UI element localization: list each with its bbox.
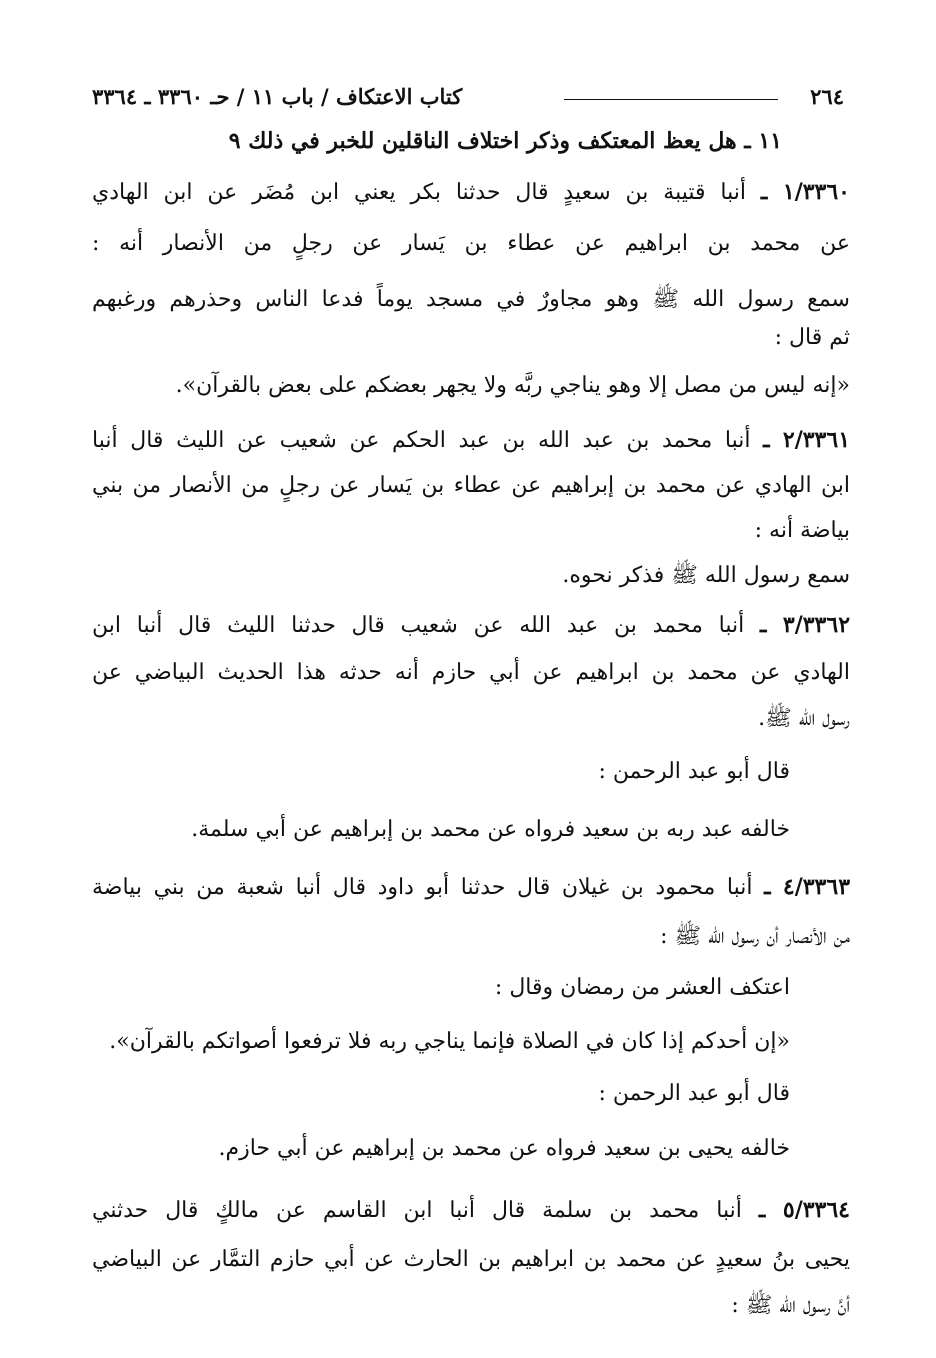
text-line: ٣/٣٣٦٢ ـ أنبا محمد بن عبد الله عن شعيب قال حدثنا الليث قال أنبا ابن <box>92 612 851 638</box>
quote-line: «إنه ليس من مصل إلا وهو يناجي ربَّه ولا يجهر بعضكم على بعض بالقرآن». <box>175 373 850 398</box>
text-line: ٢/٣٣٦١ ـ أنبا محمد بن عبد الله بن عبد الحكم عن شعيب عن الليث قال أنبا <box>92 427 851 453</box>
text-line: خالفه عبد ربه بن سعيد فرواه عن محمد بن إبراهيم عن أبي سلمة. <box>191 817 790 842</box>
page-number: ٢٦٤ <box>810 84 844 109</box>
text-line: الهادي عن محمد بن ابراهيم عن أبي حازم أنه حدثه هذا الحديث البياضي عن <box>92 660 850 685</box>
text-line: ١/٣٣٦٠ ـ أنبا قتيبة بن سعيدٍ قال حدثنا بكر يعني ابن مُضَر عن ابن الهادي <box>92 179 850 205</box>
text-line: قال أبو عبد الرحمن : <box>598 1081 790 1106</box>
running-title: كتاب الاعتكاف / باب ١١ / حـ ٣٣٦٠ ـ ٣٣٦٤ <box>92 84 463 109</box>
text-line: رسول الله ﷺ. <box>758 706 850 731</box>
text-line: ٥/٣٣٦٤ ـ أنبا محمد بن سلمة قال أنبا ابن القاسم عن مالكٍ قال حدثني <box>92 1197 850 1223</box>
text-line: يحيى بنُ سعيدٍ عن محمد بن ابراهيم بن الحارث عن أبي حازم التمَّار عن البياضي <box>92 1247 850 1272</box>
text-line: سمع رسول الله ﷺ وهو مجاورٌ في مسجد يوماً فدعا الناس وحذرهم ورغبهم <box>92 287 850 312</box>
page-header <box>92 80 850 116</box>
text-line: ابن الهادي عن محمد بن إبراهيم عن عطاء بن يَسار عن رجلٍ من الأنصار من بني <box>92 473 850 498</box>
text-line: قال أبو عبد الرحمن : <box>598 759 790 784</box>
text-line: عن محمد بن ابراهيم عن عطاء بن يَسار عن رجلٍ من الأنصار أنه : <box>92 231 850 256</box>
hadith-number: ٣/٣٣٦٢ ـ <box>760 612 851 638</box>
text-line: ٤/٣٣٦٣ ـ أنبا محمود بن غيلان قال حدثنا أبو داود قال أنبا شعبة من بني بياضة <box>92 874 851 900</box>
chapter-title: ١١ ـ هل يعظ المعتكف وذكر اختلاف الناقلين للخبر في ذلك ٩ <box>228 128 782 154</box>
text-line: خالفه يحيى بن سعيد فرواه عن محمد بن إبراهيم عن أبي حازم. <box>218 1136 790 1161</box>
header-rule <box>564 99 778 100</box>
text-line: أنَّ رسول الله ﷺ : <box>731 1293 850 1318</box>
hadith-number: ٢/٣٣٦١ ـ <box>763 427 851 453</box>
text-line: من الأنصار أن رسول الله ﷺ : <box>660 924 850 949</box>
quote-line: «إن أحدكم إذا كان في الصلاة فإنما يناجي ربه فلا ترفعوا أصواتكم بالقرآن». <box>109 1029 790 1054</box>
text-line: ثم قال : <box>774 325 850 350</box>
text-line: اعتكف العشر من رمضان وقال : <box>494 975 790 1000</box>
hadith-number: ١/٣٣٦٠ ـ <box>760 179 850 205</box>
hadith-number: ٤/٣٣٦٣ ـ <box>764 874 851 900</box>
text-line: بياضة أنه : <box>754 518 850 543</box>
hadith-number: ٥/٣٣٦٤ ـ <box>758 1197 850 1223</box>
text-line: سمع رسول الله ﷺ فذكر نحوه. <box>562 563 850 588</box>
